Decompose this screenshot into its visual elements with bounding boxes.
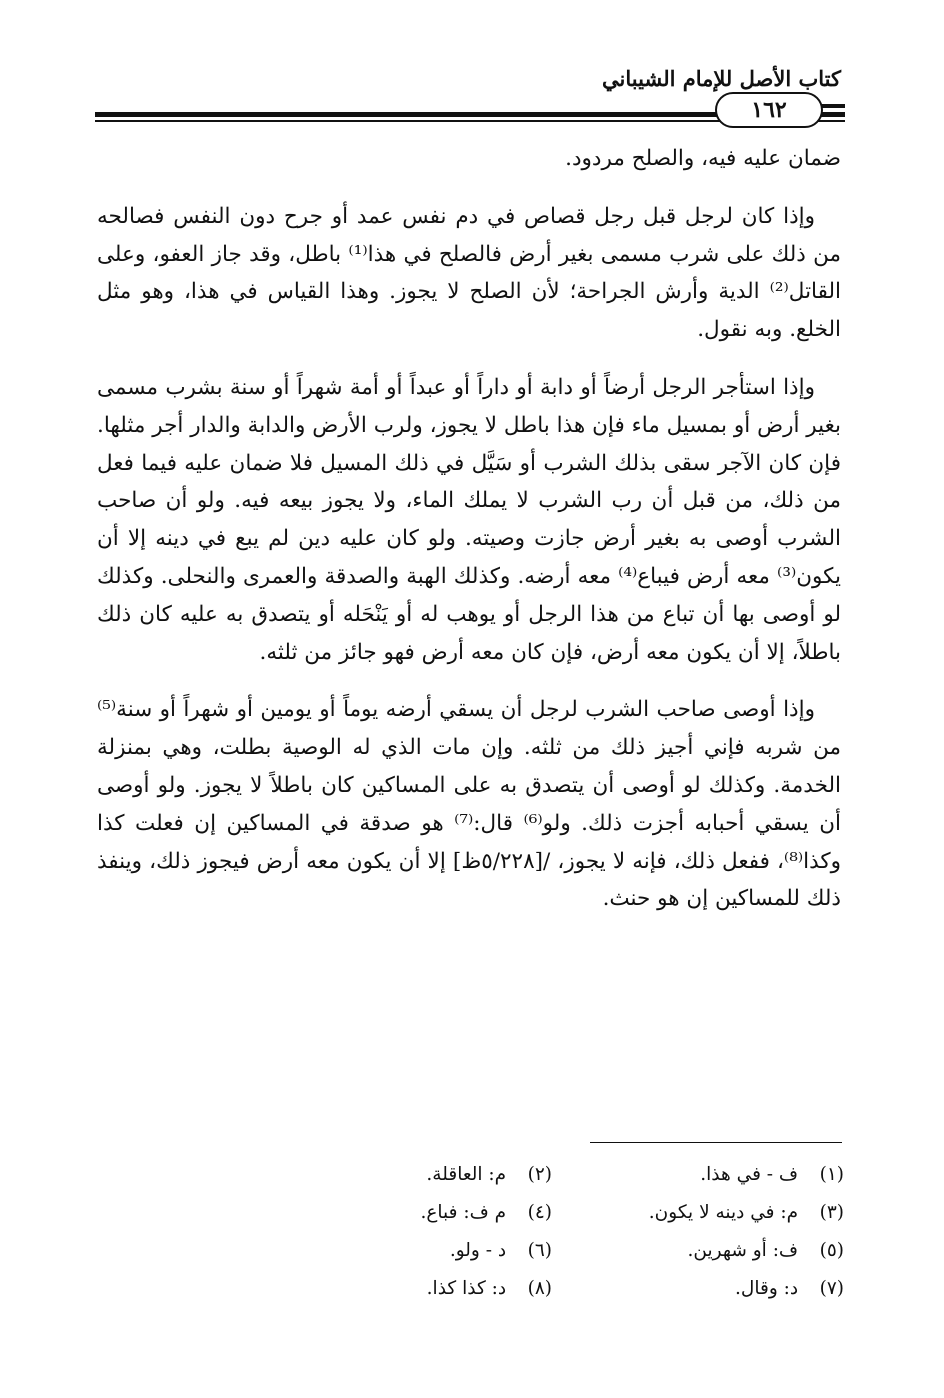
footnote-text: م: في دينه لا يكون. — [648, 1202, 799, 1223]
paragraph: وإذا أوصى صاحب الشرب لرجل أن يسقي أرضه يوماً أو يومين أو شهراً أو سنة⁽⁵⁾ من شربه فإني أجيز ذلك من ثلثه. وإن مات الذي له الوصية بطلت، وهي بمنزلة الخدمة. وكذلك لو أوصى أن يتصدق به على المساكين كان باطلاً لا يجوز. ولو أوصى أن يسقي أحبابه أجزت ذلك. ولو⁽⁶⁾ قال:⁽⁷⁾ هو صدقة في المساكين إن فعلت كذا وكذا⁽⁸⁾، ففعل ذلك، فإنه لا يجوز، /[٥/٢٢٨ظ] إلا أن يكون معه أرض فيجوز ذلك، وينفذ ذلك للمساكين إن هو حنث. — [97, 697, 842, 912]
footnote — [300, 1158, 552, 1192]
footnote — [300, 1272, 552, 1306]
footnote — [300, 1234, 552, 1268]
footnote-number: (٤) — [527, 1202, 552, 1223]
footnote-number: (٥) — [819, 1240, 844, 1261]
footnote-number: (٨) — [527, 1278, 552, 1299]
footnote-text: م: العاقلة. — [426, 1164, 507, 1185]
paragraph: ضمان عليه فيه، والصلح مردود. — [565, 146, 841, 171]
paragraph: وإذا كان لرجل قبل رجل قصاص في دم نفس عمد أو جرح دون النفس فصالحه من ذلك على شرب مسمى بغير أرض فالصلح في هذا⁽¹⁾ باطل، وقد جاز العفو، وعلى القاتل⁽²⁾ الدية وأرش الجراحة؛ لأن الصلح لا يجوز. وهذا القياس في هذا، وهو مثل الخلع. وبه نقول. — [97, 203, 841, 343]
footnote — [592, 1158, 844, 1192]
footnote-text: ف - في هذا. — [700, 1164, 799, 1185]
footnote-number: (٦) — [527, 1240, 552, 1261]
footnote-number: (٧) — [819, 1278, 844, 1299]
main-text — [97, 140, 841, 938]
footnote — [592, 1234, 844, 1268]
footnote-number: (١) — [819, 1164, 844, 1185]
footnote — [592, 1272, 844, 1306]
footnote-separator — [590, 1142, 842, 1143]
footnote-text: د: وقال. — [735, 1278, 799, 1299]
footnote — [592, 1196, 844, 1230]
footnote-text: م ف: فباع. — [420, 1202, 507, 1223]
footnote — [300, 1196, 552, 1230]
footnote-text: د: كذا كذا. — [426, 1278, 507, 1299]
footnote-number: (٣) — [819, 1202, 844, 1223]
page-number: ١٦٢ — [715, 92, 823, 128]
running-title: كتاب الأصل للإمام الشيباني — [602, 66, 841, 91]
footnote-number: (٢) — [527, 1164, 552, 1185]
footnotes — [300, 1158, 844, 1306]
footnote-text: د - ولو. — [449, 1240, 507, 1261]
footnote-text: ف: أو شهرين. — [687, 1240, 799, 1261]
paragraph: وإذا استأجر الرجل أرضاً أو دابة أو داراً أو عبداً أو أمة شهراً أو سنة بشرب مسمى بغير أرض أو بمسيل ماء فإن هذا باطل لا يجوز، ولرب الأرض والدابة والدار أجر مثلها. فإن كان الآجر سقى بذلك الشرب أو سَيَّل في ذلك المسيل فلا ضمان عليه فيما فعل من ذلك، من قبل أن رب الشرب لا يملك الماء، ولا يجوز بيعه فيه. ولو أن صاحب الشرب أوصى به بغير أرض جازت وصيته. ولو كان عليه دين لم يبع في دينه إلا أن يكون⁽³⁾ معه أرض فيباع⁽⁴⁾ معه أرضه. وكذلك الهبة والصدقة والعمرى والنحلى. وكذلك لو أوصى بها أن تباع من هذا الرجل أو يوهب له أو يَنْحَله أو يتصدق به عليه كان ذلك باطلاً، إلا أن يكون معه أرض، فإن كان معه أرض فهو جائز من ثلثه. — [97, 374, 841, 665]
